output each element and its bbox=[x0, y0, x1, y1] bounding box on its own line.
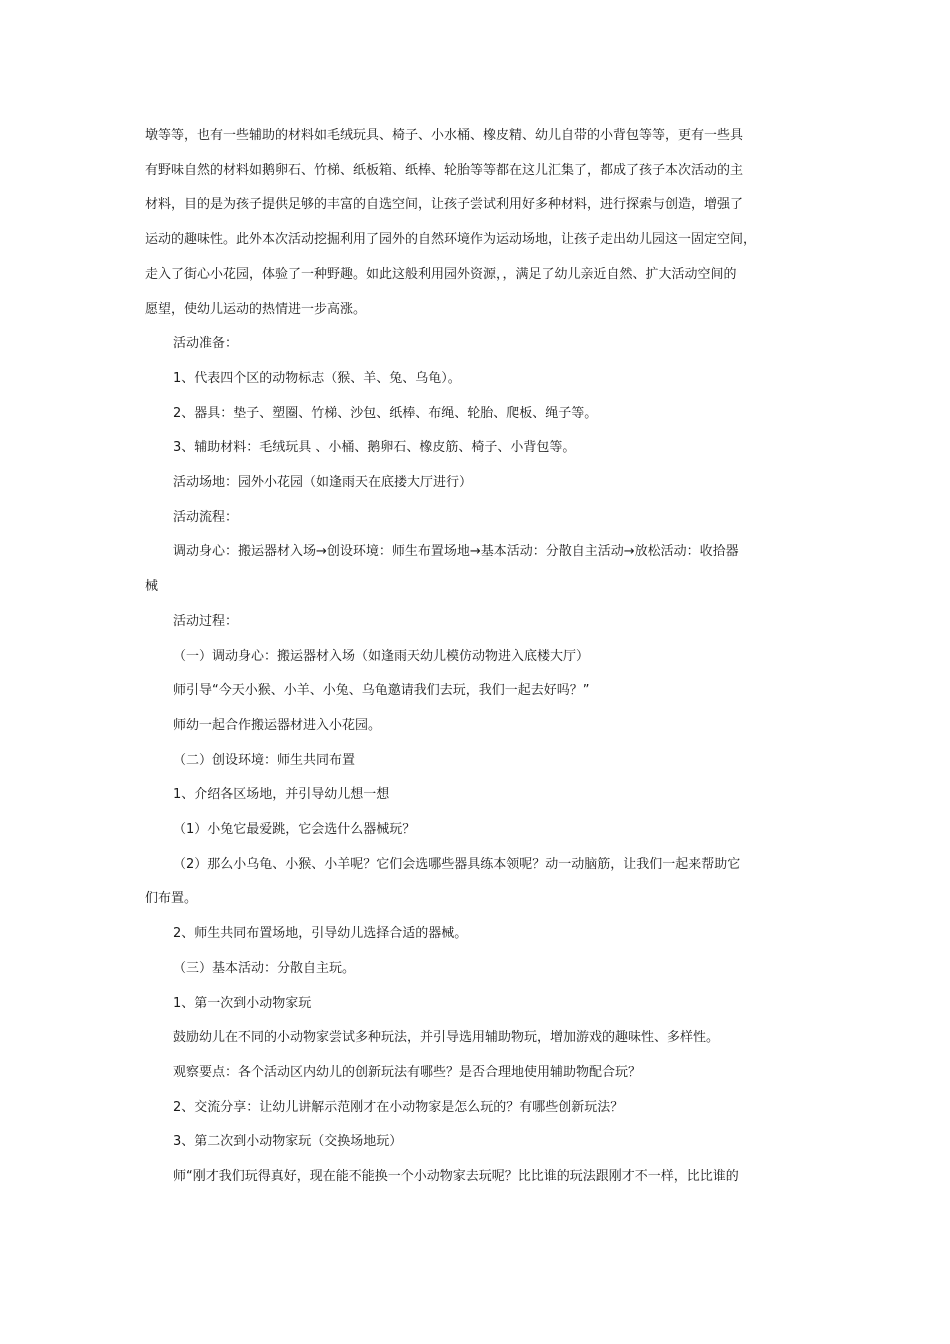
flow-title: 活动流程： bbox=[173, 509, 239, 525]
flow-line-1: 调动身心：搬运器材入场→创设环境：师生布置场地→基本活动：分散自主活动→放松活动：收拾器 bbox=[173, 544, 739, 560]
step3-teacher: 师“刚才我们玩得真好，现在能不能换一个小动物家去玩呢？比比谁的玩法跟刚才不一样，比比谁的 bbox=[173, 1169, 739, 1185]
step1-guide: 师引导“今天小猴、小羊、小兔、乌龟邀请我们去玩，我们一起去好吗？” bbox=[173, 683, 590, 699]
step3-item-3: 3、第二次到小动物家玩（交换场地玩） bbox=[173, 1134, 403, 1150]
prep-item-3: 3、辅助材料：毛绒玩具 、小桶、鹅卵石、橡皮筋、椅子、小背包等。 bbox=[173, 440, 576, 456]
step3-item-1: 1、第一次到小动物家玩 bbox=[173, 995, 312, 1011]
step2-question-1: （1）小兔它最爱跳，它会选什么器械玩？ bbox=[173, 822, 416, 838]
venue-line: 活动场地：园外小花园（如逢雨天在底搂大厅进行） bbox=[173, 475, 473, 491]
prep-item-1: 1、代表四个区的动物标志（猴、羊、兔、乌龟）。 bbox=[173, 370, 461, 386]
intro-line-1: 墩等等，也有一些辅助的材料如毛绒玩具、椅子、小水桶、橡皮精、幼儿自带的小背包等等，更有一些具 bbox=[145, 128, 744, 143]
step3-title: （三）基本活动：分散自主玩。 bbox=[173, 960, 356, 976]
document-body bbox=[145, 119, 811, 1195]
prep-title: 活动准备： bbox=[173, 336, 239, 352]
step3-encourage: 鼓励幼儿在不同的小动物家尝试多种玩法，并引导选用辅助物玩，增加游戏的趣味性、多样性。 bbox=[173, 1030, 720, 1046]
intro-line-3: 材料，目的是为孩子提供足够的丰富的自选空间，让孩子尝试利用好多种材料，进行探索与创造，增强了 bbox=[145, 197, 744, 213]
flow-line-2: 械 bbox=[145, 579, 159, 595]
intro-line-6: 愿望，使幼儿运动的热情进一步高涨。 bbox=[145, 301, 367, 317]
intro-line-4: 运动的趣味性。此外本次活动挖掘利用了园外的自然环境作为运动场地，让孩子走出幼儿园这一固定空间， bbox=[145, 232, 757, 248]
step1-title: （一）调动身心：搬运器材入场（如逢雨天幼儿模仿动物进入底楼大厅） bbox=[173, 648, 590, 664]
step2-item-1: 1、介绍各区场地，并引导幼儿想一想 bbox=[173, 787, 390, 803]
step3-item-2: 2、交流分享：让幼儿讲解示范刚才在小动物家是怎么玩的？有哪些创新玩法？ bbox=[173, 1099, 624, 1115]
intro-line-2: 有野味自然的材料如鹅卵石、竹梯、纸板箱、纸棒、轮胎等等都在这儿汇集了，都成了孩子本次活动的主 bbox=[145, 162, 744, 178]
step2-question-2-line-2: 们布置。 bbox=[145, 891, 198, 907]
process-title: 活动过程： bbox=[173, 613, 239, 629]
step1-action: 师幼一起合作搬运器材进入小花园。 bbox=[173, 717, 382, 733]
step2-question-2-line-1: （2）那么小乌龟、小猴、小羊呢？它们会选哪些器具练本领呢？动一动脑筋，让我们一起来帮助它 bbox=[173, 856, 741, 872]
step2-item-2: 2、师生共同布置场地，引导幼儿选择合适的器械。 bbox=[173, 926, 468, 942]
prep-item-2: 2、器具：垫子、塑圈、竹梯、沙包、纸棒、布绳、轮胎、爬板、绳子等。 bbox=[173, 405, 598, 421]
step3-observe: 观察要点：各个活动区内幼儿的创新玩法有哪些？是否合理地使用辅助物配合玩？ bbox=[173, 1064, 642, 1080]
intro-line-5: 走入了街心小花园，体验了一种野趣。如此这般利用园外资源，，满足了幼儿亲近自然、扩大活动空间的 bbox=[145, 266, 737, 282]
step2-title: （二）创设环境：师生共同布置 bbox=[173, 752, 356, 768]
